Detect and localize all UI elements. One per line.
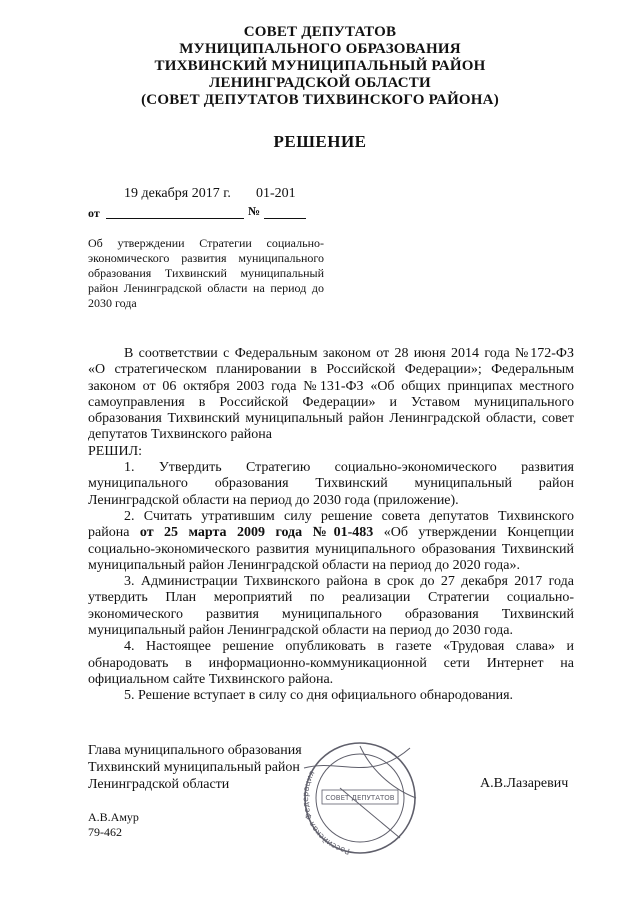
header-line-district: ТИХВИНСКИЙ МУНИЦИПАЛЬНЫЙ РАЙОН (154, 58, 486, 74)
decision-body (88, 346, 574, 705)
item-2-text-end: «Об утверждении Концепции социально-экономического развития муниципального образования Тихвинский муниципальный район Ленинградской области на период до 2020 года». (88, 525, 575, 573)
number-label: № (248, 204, 261, 218)
signatory-title-line-1: Глава муниципального образования (88, 743, 302, 758)
item-4: 4. Настоящее решение опубликовать в газете «Трудовая слава» и обнародовать в информационно-коммуникационной сети Интернет на официальном сайте Тихвинского района. (88, 639, 574, 687)
seal-ring-text: Российская Федерация (301, 769, 351, 856)
from-label: от (88, 206, 100, 220)
decision-date: 19 декабря 2017 г. (124, 186, 231, 201)
document-header (0, 24, 640, 109)
header-line-short-name: (СОВЕТ ДЕПУТАТОВ ТИХВИНСКОГО РАЙОНА) (141, 92, 499, 108)
item-2-text-start: 2. Считать утратившим силу решение совета депутатов Тихвинского района (88, 508, 574, 541)
official-seal-icon (300, 728, 420, 868)
seal-center-text: СОВЕТ ДЕПУТАТОВ (325, 794, 395, 802)
header-line-municipality: МУНИЦИПАЛЬНОГО ОБРАЗОВАНИЯ (179, 41, 461, 57)
date-underline (106, 218, 244, 219)
executor-block (88, 810, 139, 840)
decision-number: 01-201 (256, 186, 296, 201)
preamble-paragraph: В соответствии с Федеральным законом от 28 июня 2014 года №172-ФЗ «О стратегическом планировании в Российской Федерации»; Федеральным законом от 06 октября 2003 года №131-ФЗ «Об общих принципах местного самоуправления в Российской Федерации» и Уставом муниципального образования Тихвинский муниципальный район Ленинградской области, совет депутатов Тихвинского района (88, 346, 574, 443)
signatory-title-line-2: Тихвинский муниципальный район (88, 760, 300, 775)
decided-label: РЕШИЛ: (88, 443, 142, 459)
number-underline (264, 218, 306, 219)
executor-name: А.В.Амур (88, 810, 139, 824)
item-1: 1. Утвердить Стратегию социально-экономического развития муниципального образования Тихвинский муниципальный район Ленинградской области на период до 2030 года (приложение). (88, 460, 574, 508)
header-line-region: ЛЕНИНГРАДСКОЙ ОБЛАСТИ (209, 75, 431, 91)
executor-phone: 79-462 (88, 825, 122, 839)
decision-date-number (88, 182, 348, 222)
header-line-council: СОВЕТ ДЕПУТАТОВ (243, 24, 397, 40)
signatory-name: А.В.Лазаревич (480, 776, 569, 791)
item-3: 3. Администрации Тихвинского района в срок до 27 декабря 2017 года утвердить План мероприятий по реализации Стратегии социально- экономического развития муниципального образования Тихвинский муниципальный район Ленинградской области на период до 2030 года. (88, 574, 574, 639)
document-title: РЕШЕНИЕ (273, 132, 367, 151)
item-5: 5. Решение вступает в силу со дня официального обнародования. (124, 688, 514, 704)
item-2-bold-reference: от 25 марта 2009 года №01-483 (139, 525, 374, 541)
decision-subject: Об утверждении Стратегии социально-экономического развития муниципального образования Тихвинский муниципальный район Ленинградской области на период до 2030 года (88, 236, 324, 310)
signatory-title-line-3: Ленинградской области (88, 777, 230, 792)
item-2 (88, 509, 574, 574)
